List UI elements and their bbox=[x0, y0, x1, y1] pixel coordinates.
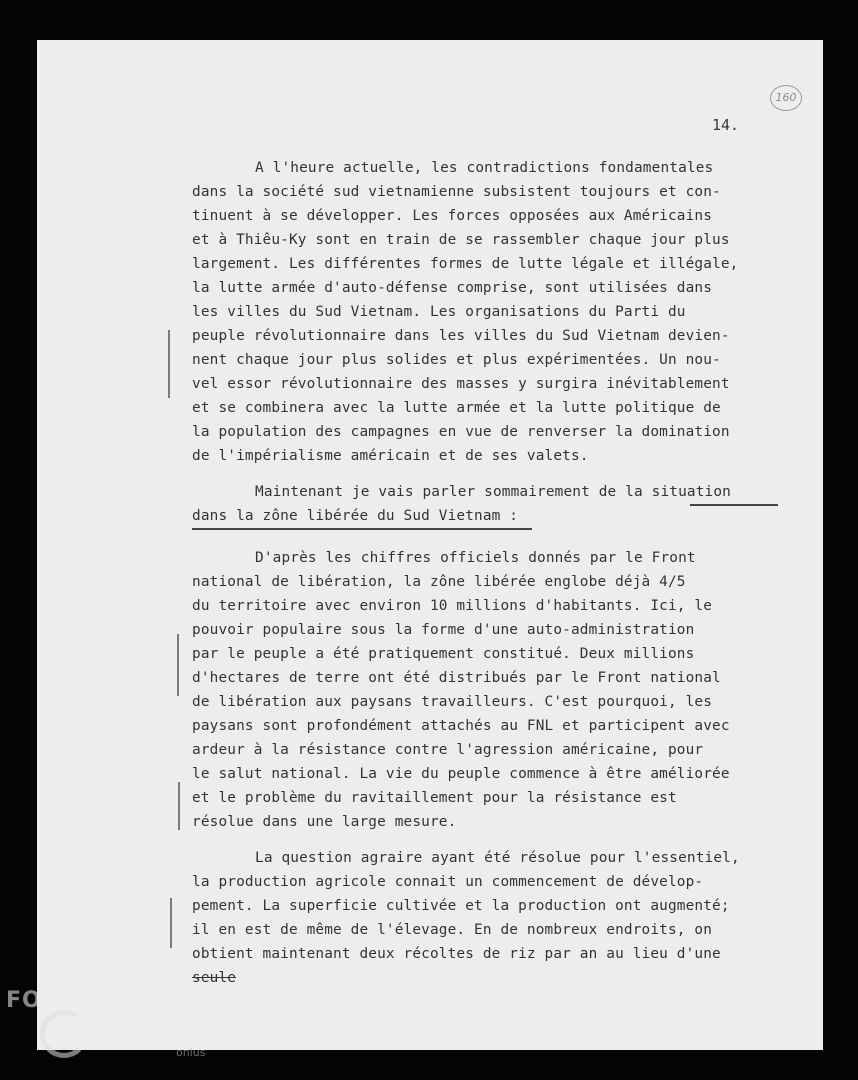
text-line: obtient maintenant deux récoltes de riz par an au lieu d'une bbox=[192, 946, 721, 962]
text-line: d'hectares de terre ont été distribués par le Front national bbox=[192, 670, 721, 686]
text-line: il en est de même de l'élevage. En de nombreux endroits, on bbox=[192, 922, 713, 938]
text-line-underlined: dans la zône libérée du Sud Vietnam : bbox=[192, 508, 519, 524]
text-line: résolue dans une large mesure. bbox=[192, 814, 457, 830]
text-line: pouvoir populaire sous la forme d'une auto-administration bbox=[192, 622, 695, 638]
text-line: pement. La superficie cultivée et la production ont augmenté; bbox=[192, 898, 730, 914]
watermark-suffix: onlus bbox=[176, 1046, 206, 1059]
text-line: la population des campagnes en vue de renverser la domination bbox=[192, 424, 730, 440]
text-line: peuple révolutionnaire dans les villes du Sud Vietnam devien- bbox=[192, 328, 730, 344]
margin-annotation-line bbox=[178, 782, 180, 830]
watermark-line2: GRAMSCI bbox=[66, 1014, 188, 1039]
text-line: paysans sont profondément attachés au FNL et participent avec bbox=[192, 718, 730, 734]
text-line: du territoire avec environ 10 millions d'habitants. Ici, le bbox=[192, 598, 713, 614]
fondazione-gramsci-watermark bbox=[6, 988, 216, 1068]
margin-annotation-line bbox=[170, 898, 172, 948]
underline-mark bbox=[690, 504, 778, 506]
page-number: 14. bbox=[712, 116, 740, 134]
underline-mark bbox=[192, 528, 532, 530]
text-line: La question agraire ayant été résolue pour l'essentiel, bbox=[255, 850, 740, 866]
text-line: vel essor révolutionnaire des masses y surgira inévitablement bbox=[192, 376, 730, 392]
text-line: nent chaque jour plus solides et plus expérimentées. Un nou- bbox=[192, 352, 721, 368]
text-line: largement. Les différentes formes de lutte légale et illégale, bbox=[192, 256, 739, 272]
text-line: national de libération, la zône libérée englobe déjà 4/5 bbox=[192, 574, 686, 590]
text-line: Maintenant je vais parler sommairement de la situation bbox=[255, 484, 731, 500]
text-line: et se combinera avec la lutte armée et la lutte politique de bbox=[192, 400, 721, 416]
text-line: par le peuple a été pratiquement constitué. Deux millions bbox=[192, 646, 695, 662]
text-line: le salut national. La vie du peuple commence à être améliorée bbox=[192, 766, 730, 782]
archive-stamp: 160 bbox=[770, 85, 802, 111]
text-line: A l'heure actuelle, les contradictions fondamentales bbox=[255, 160, 714, 176]
watermark-line1: FONDAZIONE bbox=[6, 988, 180, 1013]
text-line: ardeur à la résistance contre l'agression américaine, pour bbox=[192, 742, 704, 758]
text-line: la lutte armée d'auto-défense comprise, sont utilisées dans bbox=[192, 280, 713, 296]
text-line: tinuent à se développer. Les forces opposées aux Américains bbox=[192, 208, 713, 224]
text-line: de libération aux paysans travailleurs. C'est pourquoi, les bbox=[192, 694, 713, 710]
text-line: de l'impérialisme américain et de ses valets. bbox=[192, 448, 589, 464]
text-line: et à Thiêu-Ky sont en train de se rassembler chaque jour plus bbox=[192, 232, 730, 248]
text-line: dans la société sud vietnamienne subsistent toujours et con- bbox=[192, 184, 721, 200]
text-line: la production agricole connait un commencement de dévelop- bbox=[192, 874, 704, 890]
text-line: D'après les chiffres officiels donnés par le Front bbox=[255, 550, 696, 566]
text-line-struck: seule bbox=[192, 970, 237, 986]
margin-annotation-line bbox=[168, 330, 170, 398]
text-line: les villes du Sud Vietnam. Les organisations du Parti du bbox=[192, 304, 686, 320]
margin-annotation-line bbox=[177, 634, 179, 696]
text-line: et le problème du ravitaillement pour la résistance est bbox=[192, 790, 677, 806]
